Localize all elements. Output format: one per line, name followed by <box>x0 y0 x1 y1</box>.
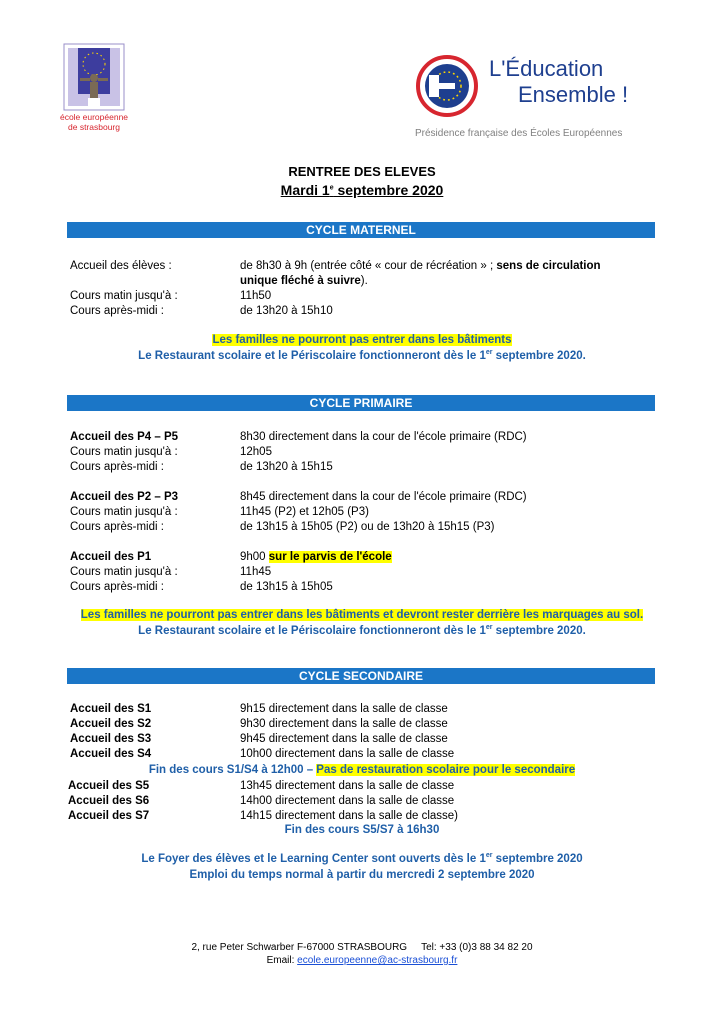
secondaire-s2-label: Accueil des S2 <box>70 718 152 730</box>
primaire-p4p5-am: de 13h20 à 15h15 <box>240 461 333 473</box>
footer-email-link[interactable]: ecole.europeenne@ac-strasbourg.fr <box>297 955 458 966</box>
primaire-p1-matin-label: Cours matin jusqu'à : <box>70 566 178 578</box>
edu-ensemble-logo <box>415 54 675 144</box>
band-maternel: CYCLE MATERNEL <box>67 222 655 238</box>
page-date-pre: Mardi 1 <box>280 182 330 198</box>
primaire-note1-text: Les familles ne pourront pas entrer dans les bâtiments et devront rester derrière les marquages au sol. <box>80 609 644 621</box>
maternel-matin-value: 11h50 <box>240 290 272 302</box>
primaire-p1-am-label: Cours après-midi : <box>70 581 164 593</box>
presidence-text: Présidence française des Écoles Européennes <box>415 128 623 139</box>
primaire-p2p3-value: 8h45 directement dans la cour de l'école primaire (RDC) <box>240 491 527 503</box>
maternel-accueil-bold: sens de circulation <box>496 260 601 272</box>
primaire-p1-value <box>240 550 392 565</box>
primaire-p1-value-hl: sur le parvis de l'école <box>268 551 392 563</box>
primaire-p1-matin: 11h45 <box>240 566 272 578</box>
primaire-p4p5-am-label: Cours après-midi : <box>70 461 164 473</box>
secondaire-mid-note-pre: Fin des cours S1/S4 à 12h00 – <box>148 764 317 776</box>
primaire-p2p3-matin-label: Cours matin jusqu'à : <box>70 506 178 518</box>
secondaire-s6-label: Accueil des S6 <box>68 795 150 807</box>
edu-title-line1: L'Éducation <box>489 56 604 81</box>
school-logo-line1: école européenne <box>59 112 129 122</box>
secondaire-s1-label: Accueil des S1 <box>70 703 152 715</box>
maternel-accueil-value2 <box>240 274 368 289</box>
school-logo-icon <box>62 42 126 112</box>
primaire-note1 <box>0 608 724 623</box>
primaire-p2p3-am-label: Cours après-midi : <box>70 521 164 533</box>
foyer-note <box>0 852 724 867</box>
primaire-note2-sup: er <box>485 624 493 632</box>
secondaire-s7-value: 14h15 directement dans la salle de classe) <box>240 810 458 822</box>
primaire-p1-am: de 13h15 à 15h05 <box>240 581 333 593</box>
primaire-p4p5-head: Accueil des P4 – P5 <box>70 431 179 443</box>
primaire-p2p3-am: de 13h15 à 15h05 (P2) ou de 13h20 à 15h15 (P3) <box>240 521 495 533</box>
page-title: RENTREE DES ELEVES <box>288 164 436 179</box>
foyer-note-post: septembre 2020 <box>492 853 583 865</box>
maternel-note2 <box>0 349 724 364</box>
secondaire-s2-value: 9h30 directement dans la salle de classe <box>240 718 448 730</box>
maternel-accueil-label: Accueil des élèves : <box>70 260 172 272</box>
primaire-p2p3-head: Accueil des P2 – P3 <box>70 491 179 503</box>
eu-circle-logo-icon <box>415 54 479 118</box>
primaire-p4p5-value: 8h30 directement dans la cour de l'école primaire (RDC) <box>240 431 527 443</box>
maternel-note1-text: Les familles ne pourront pas entrer dans les bâtiments <box>212 334 512 346</box>
maternel-accueil-bold2: unique fléché à suivre <box>240 275 361 287</box>
primaire-p1-head: Accueil des P1 <box>70 551 152 563</box>
maternel-matin-label: Cours matin jusqu'à : <box>70 290 178 302</box>
secondaire-s3-value: 9h45 directement dans la salle de classe <box>240 733 448 745</box>
foyer-note-pre: Le Foyer des élèves et le Learning Center sont ouverts dès le 1 <box>141 853 486 865</box>
primaire-note2 <box>0 624 724 639</box>
secondaire-s3-label: Accueil des S3 <box>70 733 152 745</box>
footer-address: 2, rue Peter Schwarber F-67000 STRASBOURG <box>191 942 408 953</box>
primaire-p1-value-pre: 9h00 <box>240 551 269 563</box>
maternel-note1 <box>0 333 724 348</box>
page-date <box>0 182 724 199</box>
maternel-am-label: Cours après-midi : <box>70 305 164 317</box>
secondaire-mid-note <box>0 763 724 778</box>
page-date-sup: e <box>329 184 334 192</box>
secondaire-s4-label: Accueil des S4 <box>70 748 152 760</box>
maternel-accueil-value <box>240 259 601 274</box>
secondaire-mid-note-hl: Pas de restauration scolaire pour le secondaire <box>316 764 576 776</box>
secondaire-s5-label: Accueil des S5 <box>68 780 150 792</box>
page-date-post: septembre 2020 <box>333 182 444 198</box>
primaire-p4p5-matin-label: Cours matin jusqu'à : <box>70 446 178 458</box>
foyer-note-sup: er <box>485 852 493 860</box>
edu-title-line2: Ensemble ! <box>518 82 629 107</box>
secondaire-s6-value: 14h00 directement dans la salle de classe <box>240 795 455 807</box>
maternel-note2-pre: Le Restaurant scolaire et le Périscolaire fonctionneront dès le 1 <box>138 350 486 362</box>
maternel-note2-post: septembre 2020. <box>492 350 586 362</box>
primaire-note2-post: septembre 2020. <box>492 625 586 637</box>
secondaire-s7-label: Accueil des S7 <box>68 810 150 822</box>
maternel-accueil-pre: de 8h30 à 9h (entrée côté « cour de récréation » ; <box>240 260 497 272</box>
footer-address-line <box>0 941 724 954</box>
band-secondaire: CYCLE SECONDAIRE <box>67 668 655 684</box>
secondaire-s4-value: 10h00 directement dans la salle de classe <box>240 748 455 760</box>
secondaire-s1-value: 9h15 directement dans la salle de classe <box>240 703 448 715</box>
secondaire-end-note: Fin des cours S5/S7 à 16h30 <box>284 824 440 836</box>
emploi-note: Emploi du temps normal à partir du mercredi 2 septembre 2020 <box>189 869 535 881</box>
school-logo <box>59 42 129 132</box>
footer-tel: Tel: +33 (0)3 88 34 82 20 <box>421 942 533 953</box>
maternel-accueil-post: ). <box>360 275 368 287</box>
band-primaire: CYCLE PRIMAIRE <box>67 395 655 411</box>
secondaire-s5-value: 13h45 directement dans la salle de classe <box>240 780 455 792</box>
primaire-p2p3-matin: 11h45 (P2) et 12h05 (P3) <box>240 506 369 518</box>
maternel-am-value: de 13h20 à 15h10 <box>240 305 333 317</box>
footer-email-line <box>0 954 724 967</box>
primaire-p4p5-matin: 12h05 <box>240 446 272 458</box>
primaire-note2-pre: Le Restaurant scolaire et le Périscolaire fonctionneront dès le 1 <box>138 625 486 637</box>
footer-email-label: Email: <box>266 955 298 966</box>
maternel-note2-sup: er <box>485 349 493 357</box>
school-logo-line2: de strasbourg <box>68 122 120 132</box>
